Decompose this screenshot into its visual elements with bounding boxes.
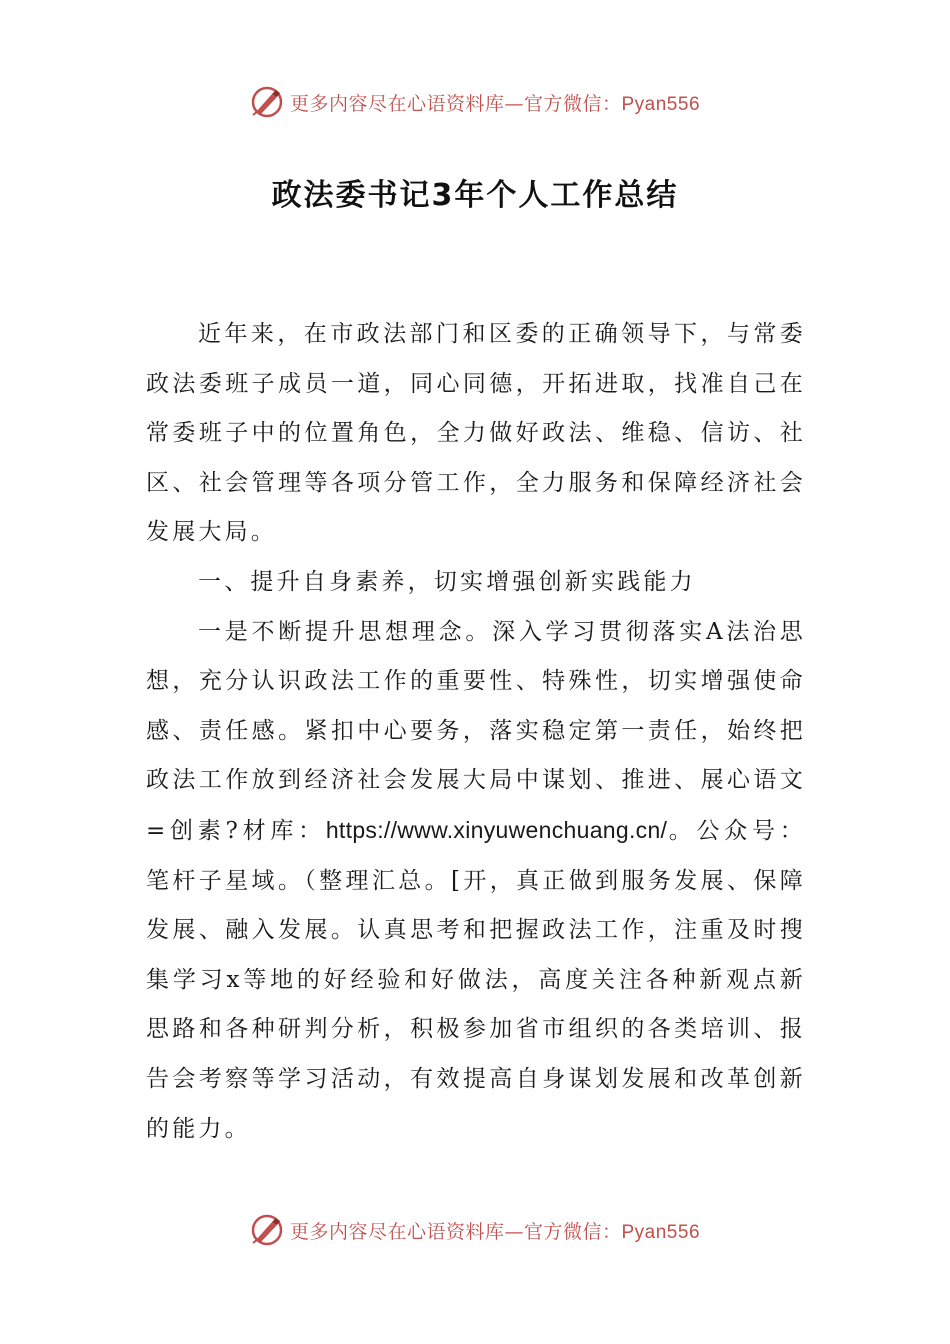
source-url: https://www.xinyuwenchuang.cn/: [325, 816, 668, 843]
paragraph-intro: 近年来，在市政法部门和区委的正确领导下，与常委政法委班子成员一道，同心同德，开拓进取，找准自己在常委班子中的位置角色，全力做好政法、维稳、信访、社区、社会管理等各项分管工作，全力服务和保障经济社会发展大局。: [146, 321, 806, 546]
footer-wechat-id: Pyan556: [621, 1221, 701, 1243]
header-banner-text: 更多内容尽在心语资料库—官方微信：Pyan556: [289, 92, 701, 115]
footer-banner-text: 更多内容尽在心语资料库—官方微信：Pyan556: [289, 1220, 701, 1243]
section-heading-1: 一、提升自身素养，切实增强创新实践能力: [198, 568, 696, 595]
pen-nib-logo-icon: [250, 85, 284, 119]
paragraph-point-1-part1: 一是不断提升思想理念。深入学习贯彻落实A法治思想，充分认识政法工作的重要性、特殊性，切实增强使命感、责任感。紧扣中心要务，落实稳定第一责任，始终把政法工作放到经济社会发展大局中谋划、推进、展心语文=创素?材库：: [146, 618, 806, 844]
header-wechat-id: Pyan556: [621, 93, 701, 115]
header-banner: [0, 80, 950, 124]
footer-banner: [0, 1208, 950, 1252]
paragraph-point-1: [146, 608, 806, 1155]
pen-nib-logo-icon: [250, 1213, 284, 1247]
document-title: 政法委书记3年个人工作总结: [271, 178, 679, 213]
paragraph-point-1-part2: 。公众号：笔杆子星域。（整理汇总。[开，真正做到服务发展、保障发展、融入发展。认真思考和把握政法工作，注重及时搜集学习x等地的好经验和好做法，高度关注各种新观点新思路和各种研判分析，积极参加省市组织的各类培训、报告会考察等学习活动，有效提高自身谋划发展和改革创新的能力。: [146, 817, 806, 1142]
document-body: [146, 310, 806, 1154]
